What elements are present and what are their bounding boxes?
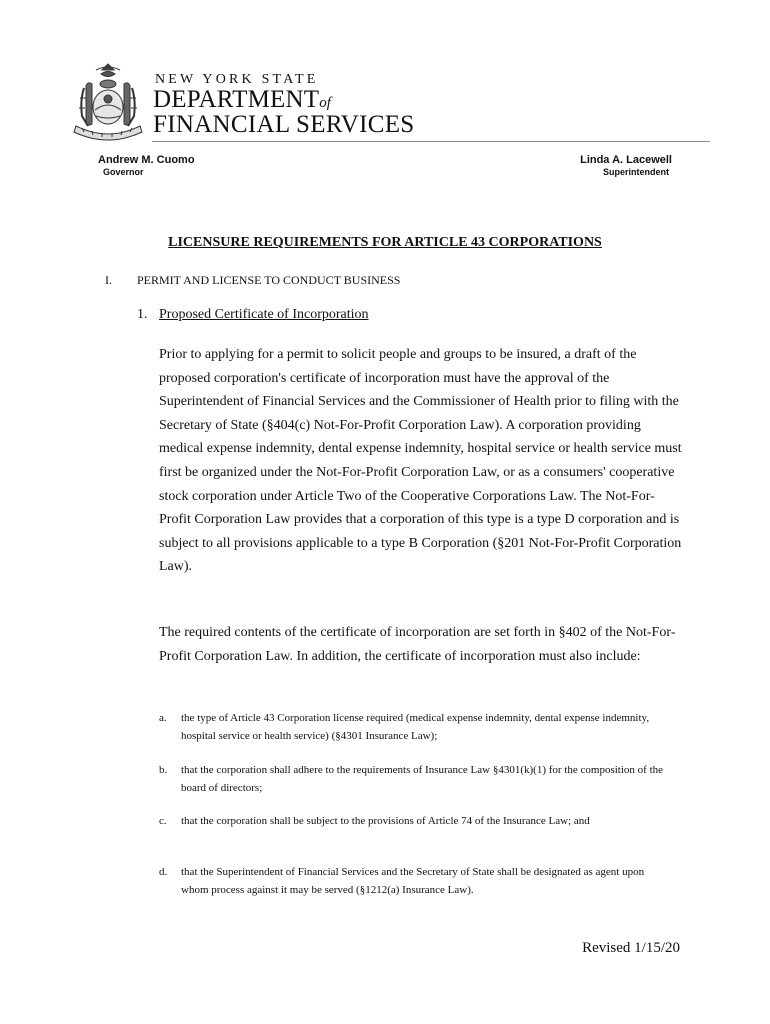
header-line-department xyxy=(153,87,331,112)
list-item-label: b. xyxy=(159,764,168,776)
item-number: 1. xyxy=(137,307,148,322)
paragraph-1: Prior to applying for a permit to solicit people and groups to be insured, a draft of the proposed corporation's certificate of incorporation must have the approval of the Superintendent of Financial Services and the Commissioner of Health prior to filing with the Secretary of State (§404(c) Not-For-Profit Corporation Law). A corporation providing medical expense indemnity, dental expense indemnity, hospital service or health service must first be organized under the Not-For-Profit Corporation Law, or as a consumers' cooperative stock corporation under Article Two of the Cooperative Corporations Law. The Not-For-Profit Corporation Law provides that a corporation of this type is a type D corporation and is subject to all provisions applicable to a type B Corporation (§201 Not-For-Profit Corporation Law). xyxy=(159,347,682,575)
list-item-label: d. xyxy=(159,866,168,878)
list-item-label: c. xyxy=(159,815,167,827)
list-item-text: the type of Article 43 Corporation license required (medical expense indemnity, dental expense indemnity, hospital service or health service) (§4301 Insurance Law); xyxy=(181,712,650,742)
governor-title: Governor xyxy=(103,167,144,177)
section-number: I. xyxy=(105,273,112,287)
header-divider xyxy=(152,141,710,142)
department-word: DEPARTMENT xyxy=(153,86,320,113)
section-title: PERMIT AND LICENSE TO CONDUCT BUSINESS xyxy=(137,273,401,287)
list-item-text: that the Superintendent of Financial Services and the Secretary of State shall be designated as agent upon whom process against it may be served (§1212(a) Insurance Law). xyxy=(181,866,645,896)
header-line-financial-services: FINANCIAL SERVICES xyxy=(153,111,415,138)
superintendent-name: Linda A. Lacewell xyxy=(580,154,672,166)
paragraph-2: The required contents of the certificate of incorporation are set forth in §402 of the Not-For-Profit Corporation Law. In addition, the certificate of incorporation must also include: xyxy=(159,625,676,664)
governor-name: Andrew M. Cuomo xyxy=(98,154,195,166)
revision-date: Revised 1/15/20 xyxy=(582,940,680,956)
list-item-label: a. xyxy=(159,712,167,724)
list-item-text: that the corporation shall adhere to the requirements of Insurance Law §4301(k)(1) for the composition of the board of directors; xyxy=(181,764,664,794)
item-title: Proposed Certificate of Incorporation xyxy=(159,307,369,322)
list-item-text: that the corporation shall be subject to the provisions of Article 74 of the Insurance Law; and xyxy=(181,815,590,827)
header-line-new-york-state: NEW YORK STATE xyxy=(155,72,319,87)
of-word: of xyxy=(319,95,331,111)
state-seal-icon xyxy=(68,62,148,142)
document-title: LICENSURE REQUIREMENTS FOR ARTICLE 43 CORPORATIONS xyxy=(168,235,602,250)
superintendent-title: Superintendent xyxy=(602,167,669,177)
